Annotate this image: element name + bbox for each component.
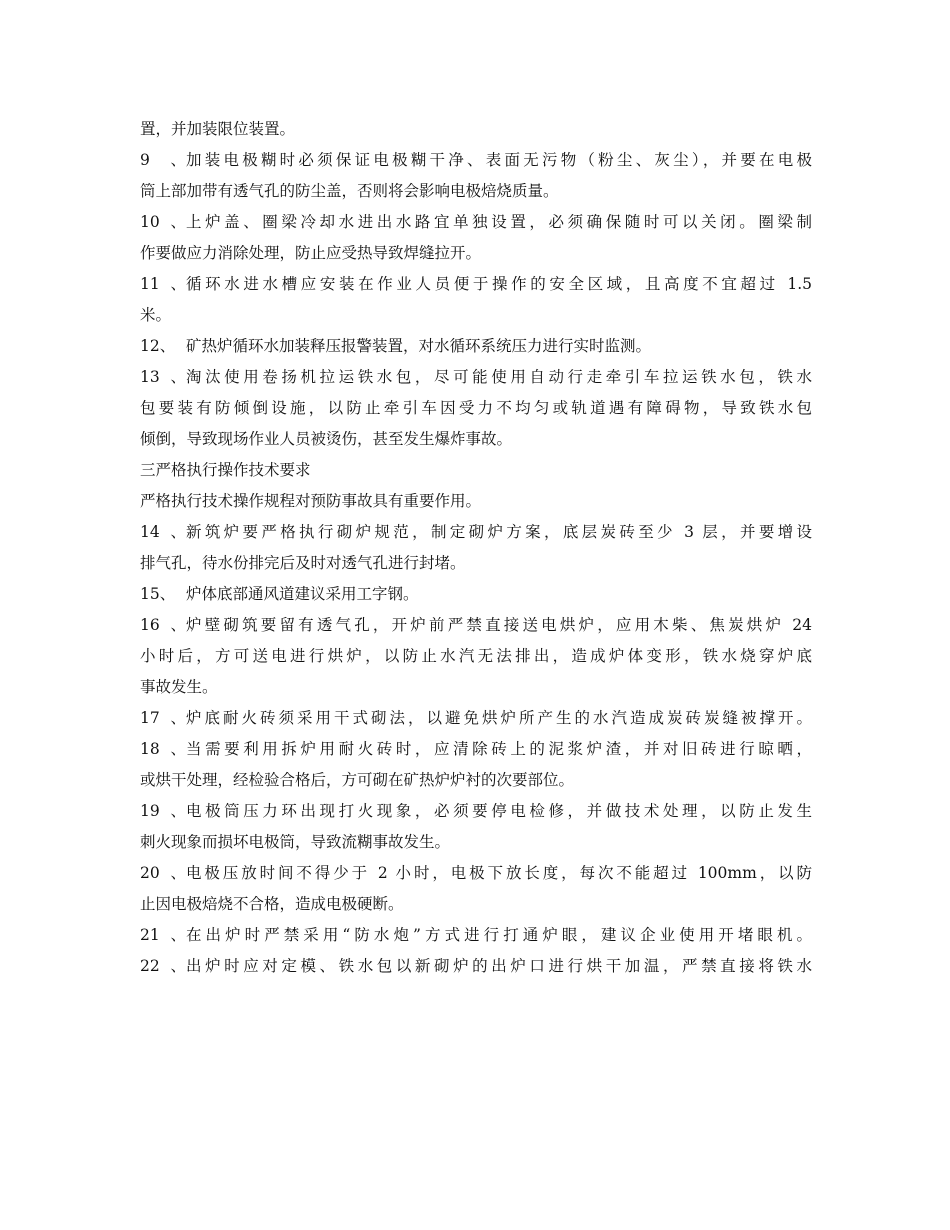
line-text: 刺火现象而损坏电极筒，导致流糊事故发生。	[140, 833, 451, 851]
line-text: 或烘干处理，经检验合格后，方可砌在矿热炉炉衬的次要部位。	[140, 771, 575, 789]
line-text: 米。	[140, 306, 172, 324]
item-number: 12、	[140, 337, 176, 355]
line-text: 倾倒，导致现场作业人员被烫伤，甚至发生爆炸事故。	[140, 430, 513, 448]
item-number: 9、	[140, 151, 186, 169]
list-item-line	[140, 610, 812, 641]
line-text: 当需要利用拆炉用耐火砖时，应清除砖上的泥浆炉渣，并对旧砖进行晾晒，	[186, 740, 812, 758]
text-line	[140, 393, 812, 424]
line-text: 炉体底部通风道建议采用工字钢。	[186, 585, 419, 603]
text-line	[140, 455, 812, 486]
list-item-line	[140, 269, 812, 300]
text-line	[140, 300, 812, 331]
list-item-line	[140, 734, 812, 765]
document-page	[140, 114, 812, 982]
item-number: 22、	[140, 957, 186, 975]
text-line	[140, 889, 812, 920]
line-text: 新筑炉要严格执行砌炉规范，制定砌炉方案，底层炭砖至少 3 层，并要增设	[186, 523, 812, 541]
line-text: 电极筒压力环出现打火现象，必须要停电检修，并做技术处理，以防止发生	[186, 802, 812, 820]
line-text: 电极压放时间不得少于 2 小时，电极下放长度，每次不能超过 100mm，以防	[186, 864, 812, 882]
list-item-line	[140, 207, 812, 238]
line-text: 小时后，方可送电进行烘炉，以防止水汽无法排出，造成炉体变形，铁水烧穿炉底	[140, 647, 812, 665]
line-text: 炉底耐火砖须采用干式砌法，以避免烘炉所产生的水汽造成炭砖炭缝被撑开。	[186, 709, 812, 727]
text-line	[140, 238, 812, 269]
line-text: 排气孔，待水份排完后及时对透气孔进行封堵。	[140, 554, 466, 572]
line-text: 循环水进水槽应安装在作业人员便于操作的安全区域，且高度不宜超过 1.5	[186, 275, 812, 293]
list-item-line	[140, 517, 812, 548]
item-number: 18、	[140, 740, 186, 758]
item-number: 16、	[140, 616, 186, 634]
line-text: 包要装有防倾倒设施，以防止牵引车因受力不均匀或轨道遇有障碍物，导致铁水包	[140, 399, 812, 417]
line-text: 加装电极糊时必须保证电极糊干净、表面无污物（粉尘、灰尘），并要在电极	[186, 151, 812, 169]
list-item-line	[140, 331, 812, 362]
line-text: 筒上部加带有透气孔的防尘盖，否则将会影响电极焙烧质量。	[140, 182, 559, 200]
text-line	[140, 486, 812, 517]
line-text: 严格执行技术操作规程对预防事故具有重要作用。	[140, 492, 482, 510]
line-text: 在出炉时严禁采用“防水炮”方式进行打通炉眼，建议企业使用开堵眼机。	[186, 926, 812, 944]
text-line	[140, 827, 812, 858]
line-text: 事故发生。	[140, 678, 218, 696]
text-line	[140, 641, 812, 672]
line-text: 出炉时应对定模、铁水包以新砌炉的出炉口进行烘干加温，严禁直接将铁水	[186, 957, 812, 975]
line-text: 上炉盖、圈梁冷却水进出水路宜单独设置，必须确保随时可以关闭。圈梁制	[186, 213, 812, 231]
item-number: 10、	[140, 213, 186, 231]
item-number: 17、	[140, 709, 186, 727]
line-text: 炉壁砌筑要留有透气孔，开炉前严禁直接送电烘炉，应用木柴、焦炭烘炉 24	[186, 616, 812, 634]
line-text: 置，并加装限位装置。	[140, 120, 296, 138]
item-number: 19、	[140, 802, 186, 820]
line-text: 淘汰使用卷扬机拉运铁水包，尽可能使用自动行走牵引车拉运铁水包，铁水	[186, 368, 812, 386]
item-number: 13、	[140, 368, 186, 386]
item-number: 11、	[140, 275, 186, 293]
list-item-line	[140, 703, 812, 734]
list-item-line	[140, 920, 812, 951]
line-text: 矿热炉循环水加装释压报警装置，对水循环系统压力进行实时监测。	[186, 337, 652, 355]
line-text: 三严格执行操作技术要求	[140, 461, 311, 479]
text-line	[140, 765, 812, 796]
item-number: 15、	[140, 585, 176, 603]
text-line	[140, 672, 812, 703]
list-item-line	[140, 145, 812, 176]
list-item-line	[140, 796, 812, 827]
item-number: 21、	[140, 926, 186, 944]
item-number: 14、	[140, 523, 186, 541]
line-text: 作要做应力消除处理，防止应受热导致焊缝拉开。	[140, 244, 482, 262]
list-item-line	[140, 951, 812, 982]
item-number: 20、	[140, 864, 186, 882]
text-line	[140, 114, 812, 145]
text-line	[140, 424, 812, 455]
line-text: 止因电极焙烧不合格，造成电极硬断。	[140, 895, 404, 913]
list-item-line	[140, 362, 812, 393]
text-line	[140, 176, 812, 207]
list-item-line	[140, 858, 812, 889]
text-line	[140, 548, 812, 579]
list-item-line	[140, 579, 812, 610]
